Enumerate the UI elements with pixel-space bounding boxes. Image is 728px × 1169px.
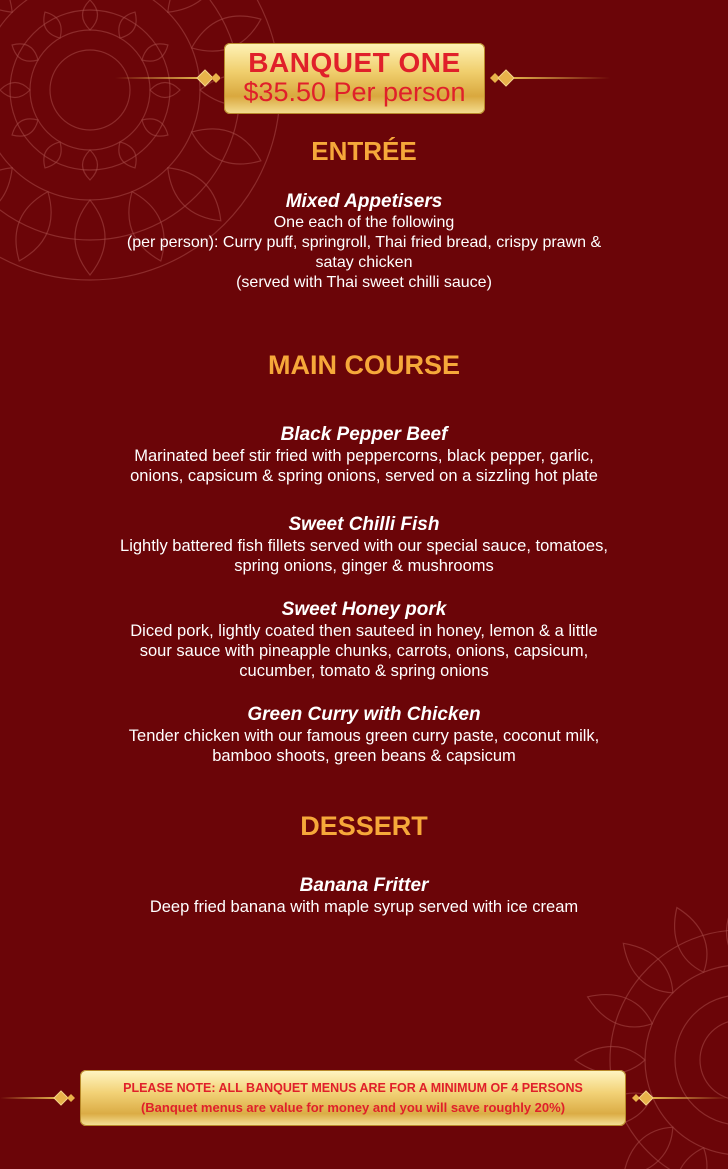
desc-line: (per person): Curry puff, springroll, Thai fried bread, crispy prawn & (126, 234, 602, 251)
diamond-ornament-note-right (630, 1086, 728, 1110)
desc-line: Deep fried banana with maple syrup served with ice cream (149, 898, 579, 916)
desc-line: (served with Thai sweet chilli sauce) (236, 274, 492, 291)
desc-line: Marinated beef stir fried with peppercorns, black pepper, garlic, (134, 447, 594, 465)
note-badge (80, 1070, 626, 1126)
desc-line: onions, capsicum & spring onions, served on a sizzling hot plate (130, 467, 598, 485)
section-title-main-course: MAIN COURSE (267, 350, 460, 380)
item-desc-black-pepper-beef (60, 446, 668, 486)
item-desc-sweet-chilli-fish (60, 536, 668, 576)
desc-line: sour sauce with pineapple chunks, carrots, onions, capsicum, (139, 642, 589, 660)
diamond-ornament-note-left (0, 1086, 78, 1110)
desc-line: cucumber, tomato & spring onions (239, 662, 489, 680)
desc-line: Lightly battered fish fillets served with our special sauce, tomatoes, (120, 537, 608, 555)
banquet-price: $35.50 Per person (243, 77, 466, 107)
desc-line: Diced pork, lightly coated then sauteed in honey, lemon & a little (130, 622, 598, 640)
section-title-dessert: DESSERT (300, 811, 428, 841)
desc-line: bamboo shoots, green beans & capsicum (212, 747, 516, 765)
note-line-2: (Banquet menus are value for money and you will save roughly 20%) (140, 1100, 566, 1115)
item-desc-banana-fritter (60, 897, 668, 917)
title-badge (224, 43, 485, 114)
item-desc-mixed-appetisers (60, 213, 668, 293)
diamond-ornament-right (490, 66, 610, 90)
section-title-entree: ENTRÉE (311, 136, 417, 166)
diamond-ornament-left (115, 66, 220, 90)
item-name-sweet-honey-pork: Sweet Honey pork (281, 599, 447, 620)
item-name-banana-fritter: Banana Fritter (299, 875, 429, 896)
desc-line: One each of the following (273, 214, 455, 231)
desc-line: Tender chicken with our famous green curry paste, coconut milk, (128, 727, 600, 745)
item-name-black-pepper-beef: Black Pepper Beef (280, 424, 448, 445)
item-name-mixed-appetisers: Mixed Appetisers (285, 191, 443, 212)
item-desc-green-curry-chicken (60, 726, 668, 766)
item-desc-sweet-honey-pork (60, 621, 668, 681)
item-name-green-curry-chicken: Green Curry with Chicken (247, 704, 481, 725)
desc-line: spring onions, ginger & mushrooms (234, 557, 494, 575)
desc-line: satay chicken (315, 254, 413, 271)
banquet-title: BANQUET ONE (248, 47, 461, 78)
item-name-sweet-chilli-fish: Sweet Chilli Fish (288, 514, 440, 535)
note-line-1: PLEASE NOTE: ALL BANQUET MENUS ARE FOR A MINIMUM OF 4 PERSONS (123, 1081, 583, 1095)
